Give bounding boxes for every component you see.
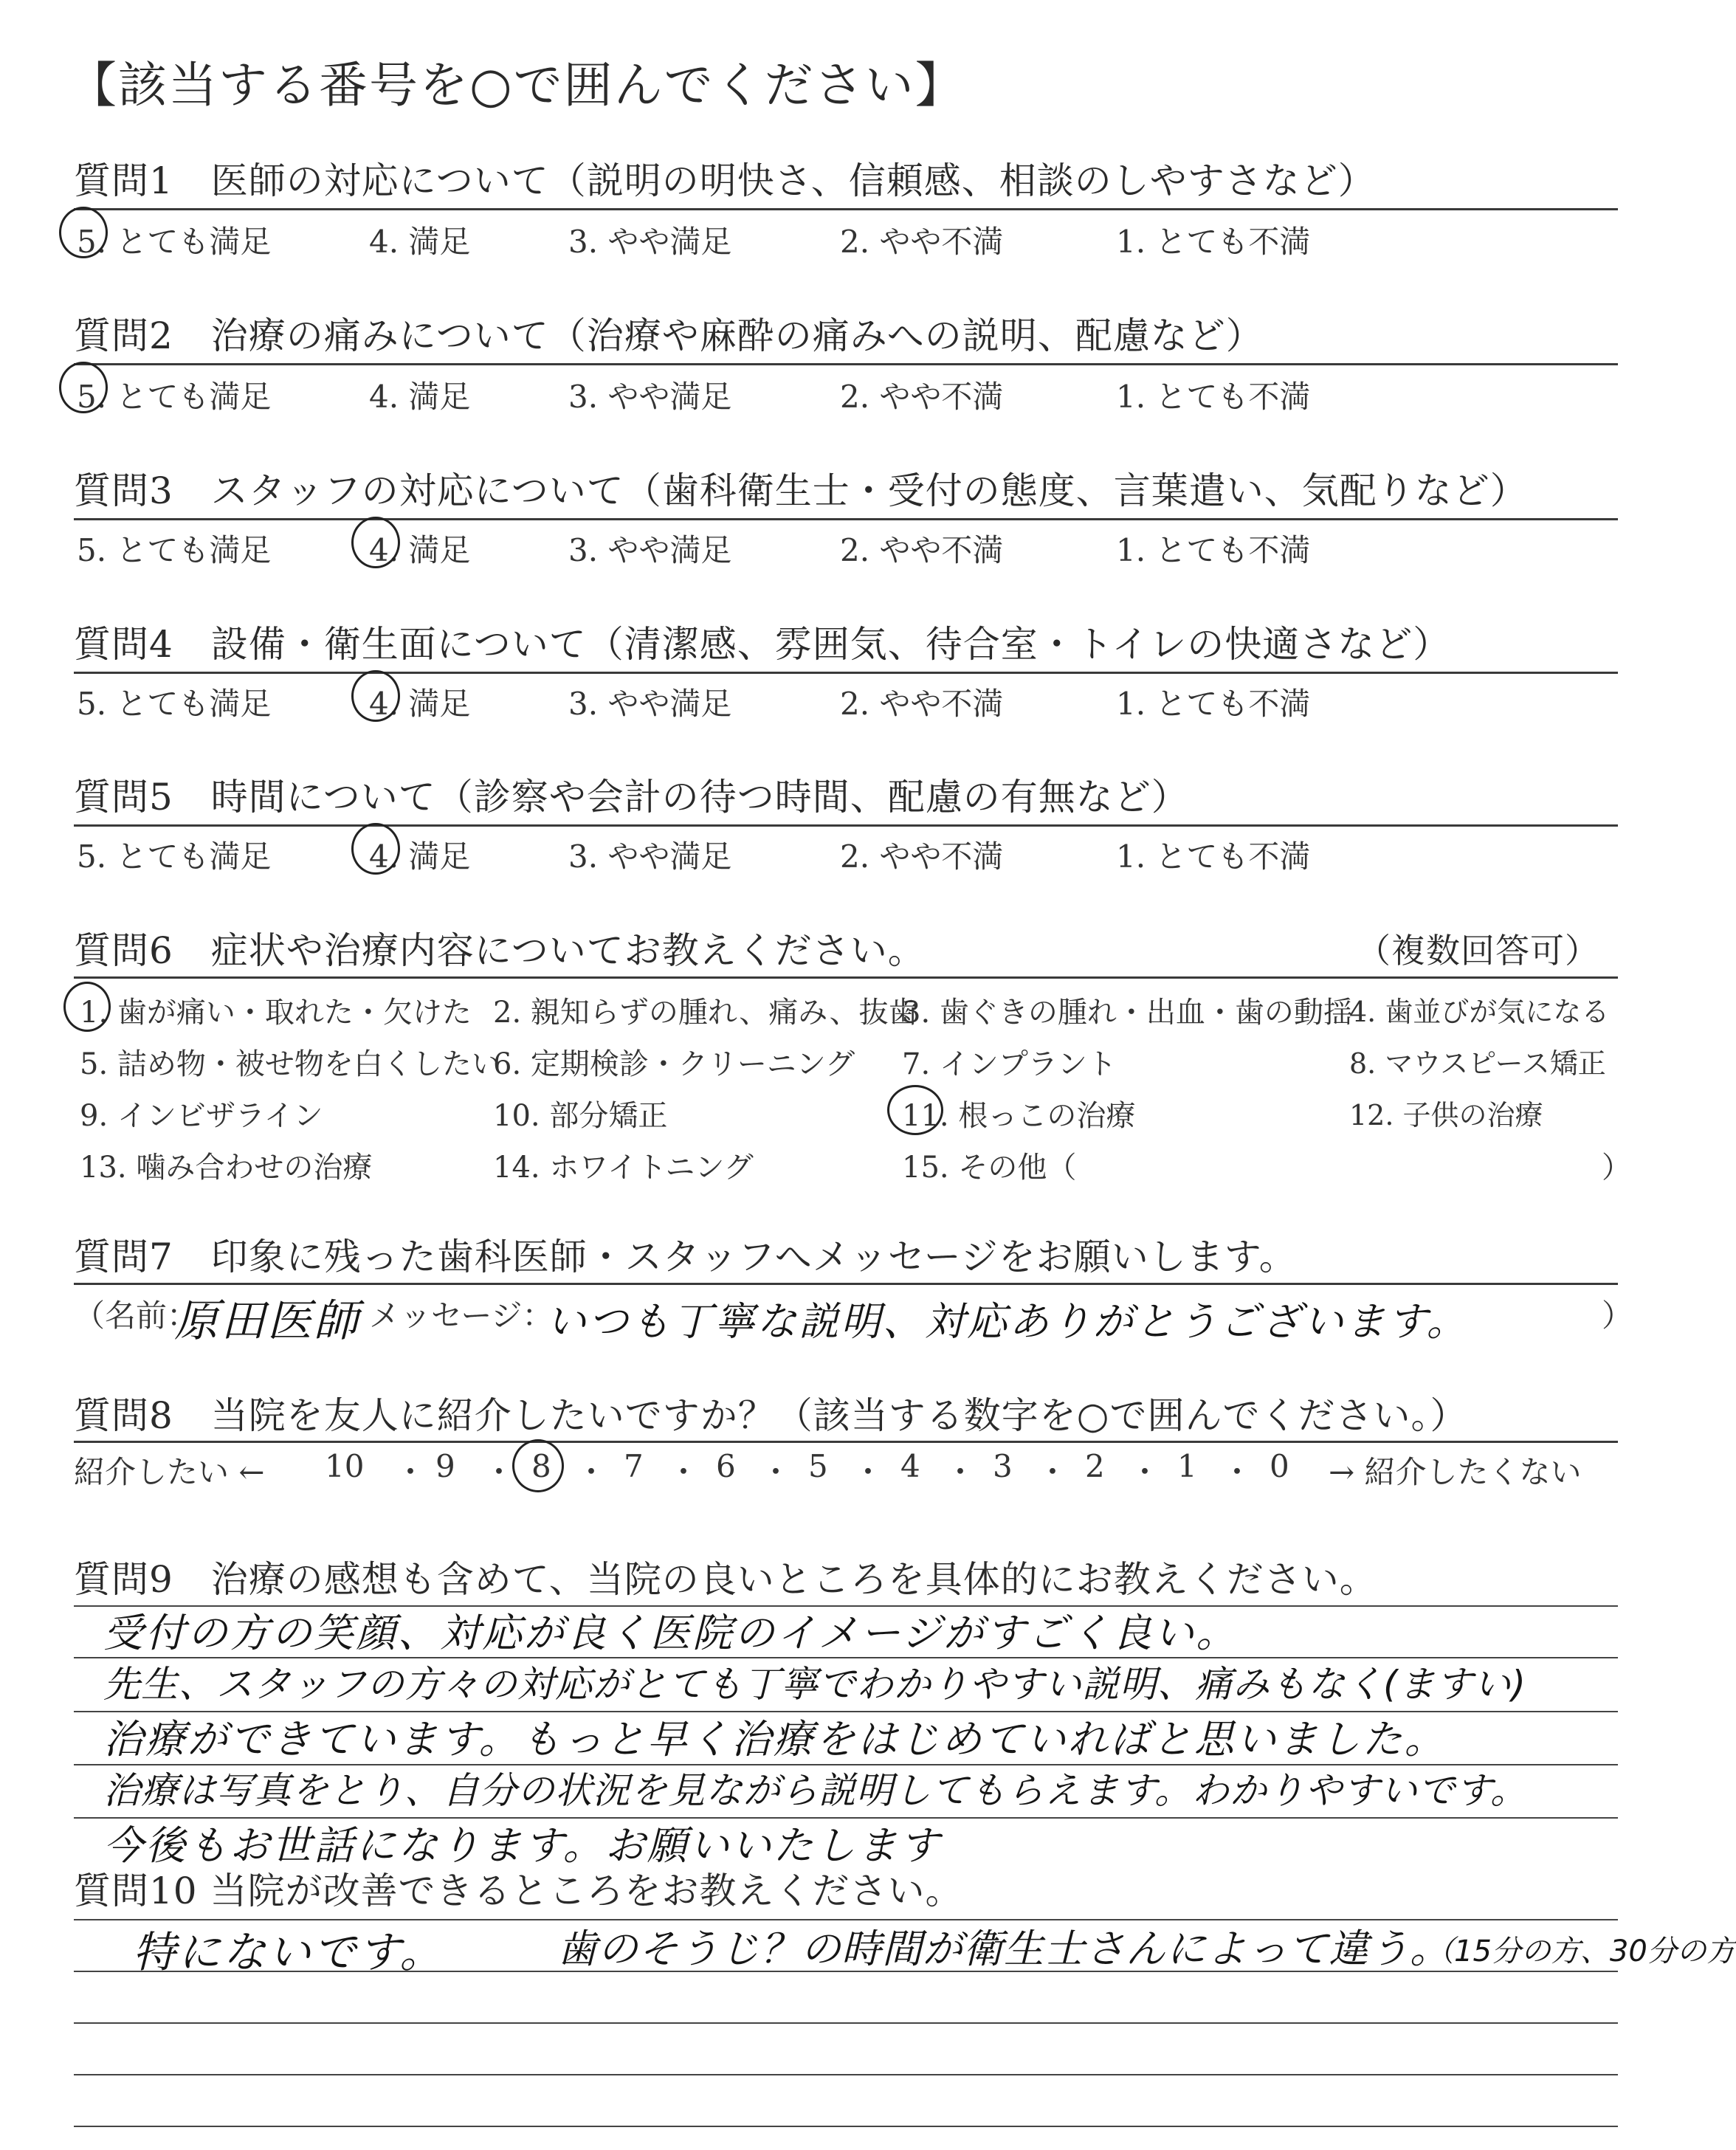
q8-scale-7[interactable]: 7	[624, 1448, 644, 1484]
q8-dot: ・	[760, 1454, 792, 1490]
q2-option-5[interactable]: 5. とても満足	[77, 379, 272, 415]
q8-scale-8[interactable]: 8	[531, 1448, 551, 1484]
q6-multiple-note: （複数回答可）	[1357, 931, 1599, 971]
q8-scale-6[interactable]: 6	[716, 1448, 736, 1484]
q6-item-5[interactable]: 5. 詰め物・被せ物を白くしたい	[80, 1047, 501, 1081]
q8-heading: 質問8 当院を友人に紹介したいですか？（該当する数字を○で囲んでください。）	[74, 1394, 1468, 1437]
q6-selection-circle-1	[63, 982, 111, 1032]
q9-answer-line-4[interactable]: 治療は写真をとり、自分の状況を見ながら説明してもらえます。わかりやすいです。	[103, 1769, 1528, 1812]
q8-dot: ・	[395, 1454, 427, 1490]
q9-answer-line-1[interactable]: 受付の方の笑顔、対応が良く医院のイメージがすごく良い。	[103, 1610, 1239, 1656]
q10-answer-part-1[interactable]: 特にないです。	[133, 1927, 445, 1977]
q6-item-13[interactable]: 13. 噛み合わせの治療	[80, 1151, 373, 1185]
q1-option-5[interactable]: 5. とても満足	[77, 224, 272, 260]
q4-selection-circle	[351, 670, 400, 722]
q6-item-8[interactable]: 8. マウスピース矯正	[1349, 1047, 1606, 1080]
q2-option-2[interactable]: 2. やや不満	[840, 379, 1004, 415]
q7-name-value[interactable]: 原田医師	[174, 1295, 360, 1347]
q5-rule	[74, 824, 1618, 827]
q1-option-4[interactable]: 4. 満足	[369, 224, 471, 260]
q8-scale-1[interactable]: 1	[1177, 1448, 1197, 1484]
q6-item-2[interactable]: 2. 親知らずの腫れ、痛み、抜歯	[493, 996, 918, 1030]
q9-answer-line-5[interactable]: 今後もお世話になります。お願いいたします	[103, 1822, 942, 1869]
q9-heading: 質問9 治療の感想も含めて、当院の良いところを具体的にお教えください。	[74, 1558, 1377, 1601]
q8-dot: ・	[1037, 1454, 1069, 1490]
q2-option-1[interactable]: 1. とても不満	[1116, 379, 1311, 415]
q7-heading: 質問7 印象に残った歯科医師・スタッフへメッセージをお願いします。	[74, 1236, 1297, 1278]
q6-heading: 質問6 症状や治療内容についてお教えください。	[74, 929, 926, 972]
q4-option-4[interactable]: 4. 満足	[369, 686, 471, 722]
q2-selection-circle	[59, 362, 108, 413]
q3-option-5[interactable]: 5. とても満足	[77, 532, 272, 568]
q1-option-2[interactable]: 2. やや不満	[840, 224, 1004, 260]
q1-heading: 質問1 医師の対応について（説明の明快さ、信頼感、相談のしやすさなど）	[74, 159, 1376, 202]
q6-item-1[interactable]: 1. 歯が痛い・取れた・欠けた	[80, 996, 472, 1030]
q2-option-3[interactable]: 3. やや満足	[568, 379, 732, 415]
q4-heading: 質問4 設備・衛生面について（清潔感、雰囲気、待合室・トイレの快適さなど）	[74, 623, 1451, 666]
q5-selection-circle	[351, 823, 400, 875]
form-title: 【該当する番号を○で囲んでください】	[68, 57, 965, 114]
q8-scale-5[interactable]: 5	[808, 1448, 828, 1484]
q6-item-3[interactable]: 3. 歯ぐきの腫れ・出血・歯の動揺	[902, 996, 1353, 1030]
q3-heading: 質問3 スタッフの対応について（歯科衛生士・受付の態度、言葉遣い、気配りなど）	[74, 469, 1528, 512]
q8-dot: ・	[668, 1454, 700, 1490]
q8-rule	[74, 1441, 1618, 1443]
q10-answer-part-2[interactable]: 歯のそうじ？の時間が衛生士さんによって違う。	[557, 1926, 1450, 1972]
q3-option-2[interactable]: 2. やや不満	[840, 532, 1004, 568]
q6-rule	[74, 976, 1618, 979]
q8-scale-0[interactable]: 0	[1270, 1448, 1289, 1484]
q9-answer-line-2[interactable]: 先生、スタッフの方々の対応がとても丁寧でわかりやすい説明、痛みもなく(ますい)	[103, 1663, 1527, 1706]
q8-dot: ・	[1222, 1454, 1253, 1490]
q5-option-2[interactable]: 2. やや不満	[840, 838, 1004, 875]
q6-item-14[interactable]: 14. ホワイトニング	[493, 1151, 754, 1185]
q5-heading: 質問5 時間について（診察や会計の待つ時間、配慮の有無など）	[74, 776, 1189, 819]
q8-dot: ・	[1129, 1454, 1161, 1490]
q5-option-3[interactable]: 3. やや満足	[568, 838, 732, 875]
q3-rule	[74, 518, 1618, 520]
q8-left-label: 紹介したい ←	[74, 1454, 265, 1490]
q7-message-value[interactable]: いつも丁寧な説明、対応ありがとうございます。	[546, 1298, 1469, 1345]
q5-option-4[interactable]: 4. 満足	[369, 838, 471, 875]
q6-item-9[interactable]: 9. インビザライン	[80, 1099, 323, 1133]
q8-dot: ・	[483, 1454, 515, 1490]
q3-selection-circle	[351, 517, 400, 568]
q6-item-4[interactable]: 4. 歯並びが気になる	[1349, 996, 1610, 1028]
q8-selection-circle	[512, 1439, 564, 1492]
q6-selection-circle-11	[887, 1085, 943, 1135]
q6-item-6[interactable]: 6. 定期検診・クリーニング	[493, 1047, 855, 1081]
q9-answer-line-3[interactable]: 治療ができています。もっと早く治療をはじめていればと思いました。	[103, 1716, 1447, 1763]
q3-option-3[interactable]: 3. やや満足	[568, 532, 732, 568]
q8-scale-2[interactable]: 2	[1085, 1448, 1105, 1484]
q5-option-1[interactable]: 1. とても不満	[1116, 838, 1311, 875]
q8-right-label: → 紹介したくない	[1329, 1454, 1582, 1490]
q4-option-5[interactable]: 5. とても満足	[77, 686, 272, 722]
q4-option-2[interactable]: 2. やや不満	[840, 686, 1004, 722]
q8-dot: ・	[576, 1454, 607, 1490]
q6-item-10[interactable]: 10. 部分矯正	[493, 1099, 668, 1133]
q1-option-3[interactable]: 3. やや満足	[568, 224, 732, 260]
q8-scale-4[interactable]: 4	[900, 1448, 920, 1484]
q7-name-label: （名前：	[74, 1298, 199, 1334]
q1-selection-circle	[59, 207, 108, 258]
q8-scale-9[interactable]: 9	[435, 1448, 455, 1484]
q10-answer-part-3[interactable]: （15分の方、30分の方	[1425, 1934, 1736, 1968]
q6-item-12[interactable]: 12. 子供の治療	[1349, 1099, 1543, 1131]
q8-dot: ・	[852, 1454, 884, 1490]
q1-rule	[74, 208, 1618, 210]
q2-heading: 質問2 治療の痛みについて（治療や麻酔の痛みへの説明、配慮など）	[74, 314, 1264, 357]
q7-close-paren: ）	[1602, 1298, 1633, 1334]
q4-option-3[interactable]: 3. やや満足	[568, 686, 732, 722]
q8-scale-3[interactable]: 3	[993, 1448, 1013, 1484]
q2-rule	[74, 363, 1618, 365]
q8-dot: ・	[945, 1454, 976, 1490]
q2-option-4[interactable]: 4. 満足	[369, 379, 471, 415]
q8-scale-10[interactable]: 10	[325, 1448, 365, 1484]
q7-message-label: メッセージ：	[369, 1298, 554, 1334]
q4-option-1[interactable]: 1. とても不満	[1116, 686, 1311, 722]
q4-rule	[74, 672, 1618, 674]
q3-option-1[interactable]: 1. とても不満	[1116, 532, 1311, 568]
q7-rule	[74, 1283, 1618, 1285]
q1-option-1[interactable]: 1. とても不満	[1116, 224, 1311, 260]
q6-item-11[interactable]: 11. 根っこの治療	[902, 1099, 1136, 1133]
q3-option-4[interactable]: 4. 満足	[369, 532, 471, 568]
q10-line-rule	[74, 2022, 1618, 2024]
q10-line-rule	[74, 2126, 1618, 2127]
q10-heading: 質問10 当院が改善できるところをお教えください。	[74, 1870, 963, 1912]
q5-option-5[interactable]: 5. とても満足	[77, 838, 272, 875]
q6-other-close-paren: ）	[1602, 1151, 1631, 1185]
q6-item-7[interactable]: 7. インプラント	[902, 1047, 1117, 1081]
q6-item-15[interactable]: 15. その他（	[902, 1151, 1077, 1185]
q10-line-rule	[74, 2074, 1618, 2075]
